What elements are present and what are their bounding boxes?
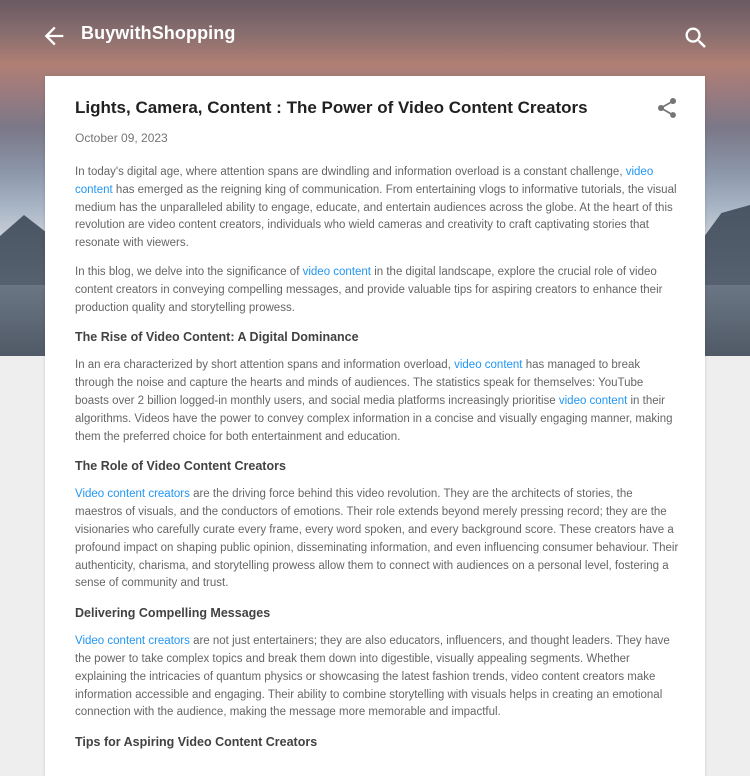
section-heading-messages: Delivering Compelling Messages — [75, 606, 271, 621]
site-title[interactable]: BuywithShopping — [81, 23, 236, 43]
post-body — [75, 164, 679, 762]
video-content-link[interactable]: video content — [558, 394, 628, 407]
share-button[interactable] — [655, 96, 679, 120]
back-button[interactable] — [40, 22, 68, 50]
post-date: October 09, 2023 — [75, 131, 168, 145]
paragraph-text: In an era characterized by short attention spans and information overload, — [75, 359, 455, 372]
video-content-creators-link[interactable]: Video content creators — [75, 488, 190, 501]
paragraph-text: In today's digital age, where attention spans are dwindling and information overload is a constant challenge, — [75, 166, 626, 178]
paragraph-text: has managed to break through the noise and capture the hearts and minds of audiences. The statistics speak for themselves: YouTube boasts over 2 billion logged-in monthly users, and social media platforms increasingly prioritise — [75, 359, 644, 407]
paragraph-2 — [75, 264, 679, 317]
paragraph-3 — [75, 357, 679, 446]
paragraph-text: In this blog, we delve into the significance of — [75, 265, 303, 278]
video-content-link[interactable]: video content — [75, 166, 654, 196]
top-bar — [0, 0, 750, 72]
section-heading-role: The Role of Video Content Creators — [75, 459, 286, 474]
post-card — [45, 76, 705, 776]
search-button[interactable] — [682, 24, 710, 52]
section-heading-tips: Tips for Aspiring Video Content Creators — [75, 735, 318, 750]
paragraph-text: are not just entertainers; they are also educators, influencers, and thought leaders. They have the power to take complex topics and break them down into digestible, visually appealing segments. Whether explaining the intricacies of quantum physics or showcasing the latest fashion trends, video content creators make information accessible and engaging. Their ability to combine storytelling with visuals helps in creating an emotional connection with the audience, making the message more memorable and impactful. — [75, 635, 670, 719]
section-heading-rise: The Rise of Video Content: A Digital Dominance — [75, 330, 359, 345]
paragraph-5 — [75, 633, 679, 722]
video-content-creators-link[interactable]: Video content creators — [75, 635, 190, 648]
paragraph-text: in the digital landscape, explore the crucial role of video content creators in conveying compelling messages, and provide valuable tips for aspiring creators to enhance their production quality and storytelling prowess. — [75, 265, 663, 314]
video-content-link[interactable]: video content — [454, 359, 523, 372]
paragraph-text: has emerged as the reigning king of communication. From entertaining vlogs to informative tutorials, the visual medium has the unparalleled ability to engage, educate, and entertain audiences across the globe. At the heart of this revolution are video content creators, individuals who wield cameras and creativity to craft captivating stories that resonate with viewers. — [75, 183, 677, 250]
share-icon — [655, 96, 679, 120]
paragraph-text: are the driving force behind this video revolution. They are the architects of stories, the maestros of visuals, and the conductors of emotions. Their role extends beyond merely pressing record; they are the visionaries who carefully curate every frame, every word spoken, and every background score. These creators have a profound impact on shaping public opinion, disseminating information, and even influencing consumer behaviour. Their authenticity, charisma, and storytelling prowess allow them to connect with audiences on a personal level, fostering a sense of community and trust. — [75, 488, 679, 590]
arrow-left-icon — [40, 22, 68, 50]
video-content-link[interactable]: video content — [302, 265, 372, 278]
paragraph-text: in their algorithms. Videos have the power to convey complex information in a concise and visually engaging manner, making them the preferred choice for both entertainment and education. — [75, 394, 673, 443]
mountain-right-shape — [698, 205, 750, 285]
post-title: Lights, Camera, Content : The Power of Video Content Creators — [75, 98, 588, 117]
paragraph-1 — [75, 164, 679, 253]
paragraph-4 — [75, 486, 679, 593]
search-icon — [682, 24, 710, 52]
